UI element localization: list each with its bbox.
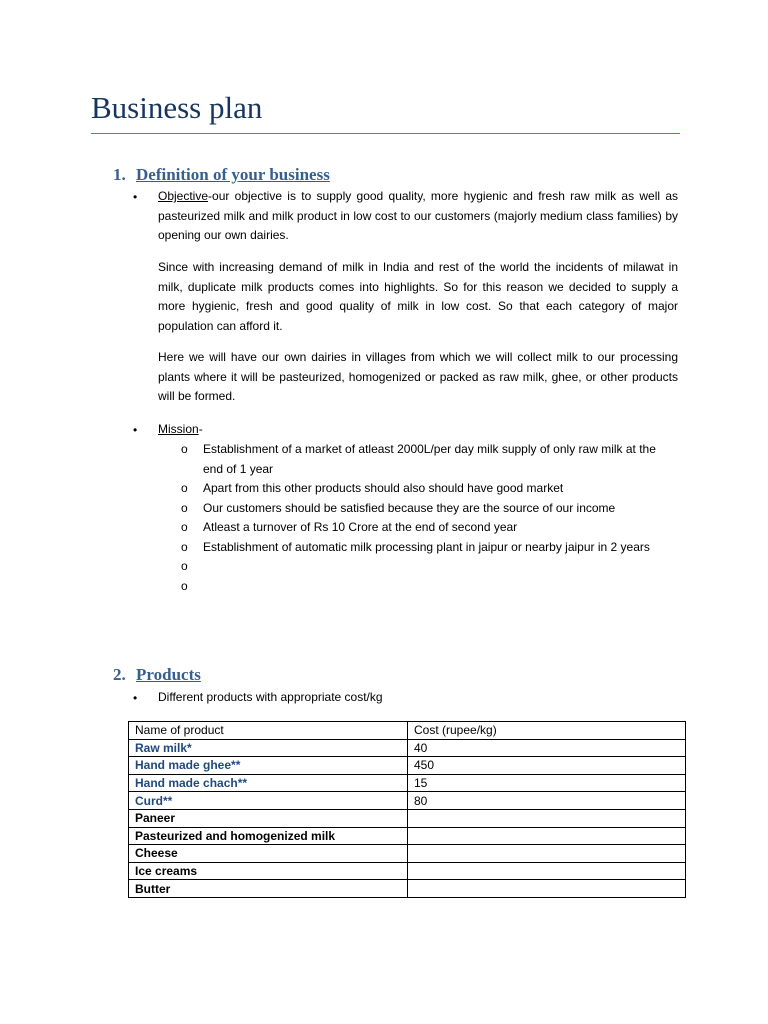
mission-item-text: Apart from this other products should also should have good market	[203, 481, 564, 495]
table-row	[129, 827, 686, 845]
product-cost-cell	[408, 845, 686, 863]
section-1-heading	[113, 164, 330, 186]
mission-item-empty	[181, 577, 671, 597]
table-header-cell: Cost (rupee/kg)	[408, 722, 686, 740]
title-underline	[91, 133, 680, 134]
table-header-row	[129, 722, 686, 740]
product-name-cell: Butter	[129, 880, 408, 898]
mission-heading	[158, 420, 678, 440]
section-2-heading	[113, 664, 201, 686]
sub-bullet-marker: o	[181, 520, 188, 534]
sub-bullet-marker: o	[181, 481, 188, 495]
products-bullet-text: Different products with appropriate cost/kg	[158, 690, 383, 704]
sub-bullet-marker: o	[181, 578, 188, 593]
milk-demand-paragraph: Since with increasing demand of milk in India and rest of the world the incidents of milawat in milk, duplicate milk products comes into highlights. So for this reason we decided to supply a more hygienic, fresh and good quality of milk in low cost. So that each category of major population can afford it.	[158, 260, 678, 333]
mission-dash: -	[198, 422, 203, 436]
table-row	[129, 845, 686, 863]
objective-paragraph	[158, 187, 678, 246]
table-row	[129, 809, 686, 827]
sub-bullet-marker: o	[181, 539, 188, 554]
objective-text: -our objective is to supply good quality, more hygienic and fresh raw milk as well as pasteurized milk and milk product in low cost to our customers (majorly medium class families) by opening our own dairies.	[158, 189, 678, 242]
product-name-cell: Curd**	[129, 792, 408, 810]
section-1-title: Definition of your business	[136, 165, 330, 184]
mission-item	[181, 518, 671, 538]
product-cost-cell	[408, 827, 686, 845]
sub-bullet-marker: o	[181, 559, 188, 573]
product-name-cell: Hand made chach**	[129, 774, 408, 792]
product-name-cell: Paneer	[129, 809, 408, 827]
sub-bullet-marker: o	[181, 500, 188, 515]
table-header-cell: Name of product	[129, 722, 408, 740]
product-cost-cell: 40	[408, 739, 686, 757]
products-table	[128, 721, 686, 898]
product-cost-cell	[408, 809, 686, 827]
product-cost-cell: 80	[408, 792, 686, 810]
dairies-paragraph: Here we will have our own dairies in villages from which we will collect milk to our processing plants where it will be pasteurized, homogenized or packed as raw milk, ghee, or other products will be formed.	[158, 350, 678, 403]
mission-item	[181, 440, 671, 479]
product-cost-cell	[408, 880, 686, 898]
product-name-cell: Hand made ghee**	[129, 757, 408, 775]
mission-item-text: Establishment of a market of atleast 2000L/per day milk supply of only raw milk at the end of 1 year	[203, 442, 656, 476]
products-bullet: •	[133, 691, 138, 705]
product-name-cell: Raw milk*	[129, 739, 408, 757]
mission-bullet: •	[133, 423, 138, 437]
mission-item-text: Atleast a turnover of Rs 10 Crore at the end of second year	[203, 520, 518, 534]
mission-item	[181, 538, 671, 558]
table-row	[129, 757, 686, 775]
table-row	[129, 774, 686, 792]
mission-label: Mission	[158, 422, 199, 436]
product-cost-cell: 450	[408, 757, 686, 775]
mission-item-empty	[181, 557, 671, 577]
mission-item-text: Our customers should be satisfied because they are the source of our income	[203, 500, 616, 515]
table-row	[129, 739, 686, 757]
product-name-cell: Pasteurized and homogenized milk	[129, 827, 408, 845]
table-row	[129, 880, 686, 898]
section-2-number: 2.	[113, 665, 126, 684]
product-name-cell: Ice creams	[129, 862, 408, 880]
mission-item-text: Establishment of automatic milk processing plant in jaipur or nearby jaipur in 2 years	[203, 539, 650, 554]
table-row	[129, 862, 686, 880]
document-title: Business plan	[91, 90, 263, 125]
mission-item	[181, 479, 671, 499]
product-cost-cell: 15	[408, 774, 686, 792]
mission-list	[181, 440, 671, 596]
section-2-title: Products	[136, 665, 201, 684]
objective-bullet: •	[133, 190, 138, 204]
section-1-number: 1.	[113, 165, 126, 184]
table-row	[129, 792, 686, 810]
sub-bullet-marker: o	[181, 442, 188, 456]
objective-label: Objective	[158, 189, 209, 203]
mission-item	[181, 499, 671, 519]
product-cost-cell	[408, 862, 686, 880]
product-name-cell: Cheese	[129, 845, 408, 863]
